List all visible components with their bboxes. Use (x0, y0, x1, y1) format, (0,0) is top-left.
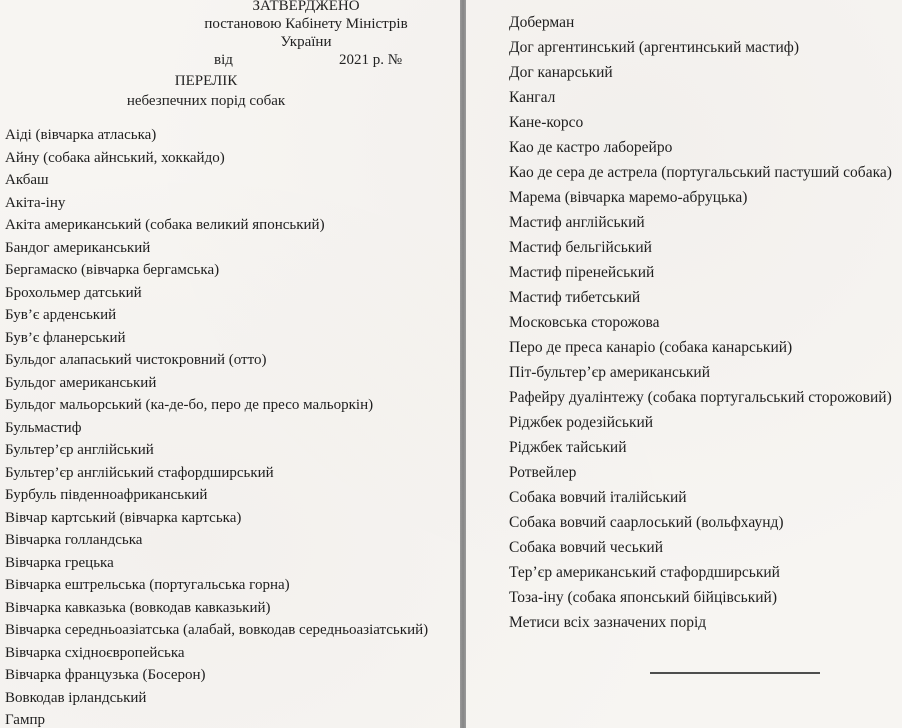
approval-date-line (180, 51, 432, 69)
breed-list-item: Вівчар картський (вівчарка картська) (5, 509, 242, 526)
breed-list-item: Бульдог американський (5, 374, 157, 391)
breed-list-item: Тер’єр американський стафордширський (509, 564, 780, 581)
approval-authority: постановою Кабінету Міністрів України (204, 16, 408, 50)
breed-list-item: Бульдог алапаський чистокровний (отто) (5, 352, 267, 368)
breed-list-item: Собака вовчий чеський (509, 539, 663, 556)
breed-list-item: Бультер’єр англійський стафордширський (5, 464, 274, 481)
signature-line (650, 672, 820, 674)
breed-list-item: Бергамаско (вівчарка бергамська) (5, 262, 220, 278)
approval-title: ЗАТВЕРДЖЕНО (252, 0, 360, 14)
breed-list-item: Као де кастро лаборейро (509, 139, 673, 156)
breed-list-item: Московська сторожова (509, 314, 660, 331)
document-subtitle: небезпечних порід собак (126, 93, 286, 109)
breed-list-item: Акіта-іну (5, 194, 66, 211)
breed-list-item: Мастиф піренейський (509, 264, 655, 281)
breed-list-item: Вівчарка грецька (5, 554, 114, 571)
breed-list-item: Гампр (5, 712, 45, 728)
breed-list-item: Рафейру дуалінтежу (собака португальський сторожовий) (509, 389, 892, 406)
breed-list-item: Піт-бультер’єр американський (509, 364, 711, 381)
breed-list-item: Бультер’єр англійський (5, 442, 154, 458)
breed-list-right (509, 10, 902, 635)
breed-list-left (5, 124, 460, 728)
breed-list-item: Вівчарка східноєвропейська (5, 644, 185, 661)
breed-list-item: Акіта американський (собака великий японський) (5, 217, 325, 233)
breed-list-item: Марема (вівчарка маремо-абруцька) (509, 189, 748, 206)
breed-list-item: Був’є фланерський (5, 329, 126, 346)
title-block (0, 71, 412, 111)
breed-list-item: Бурбуль південноафриканський (5, 487, 208, 503)
breed-list-item: Ріджбек родезійський (509, 414, 654, 431)
breed-list-item: Мастиф бельгійський (509, 239, 652, 256)
breed-list-item: Бандог американський (5, 239, 151, 256)
breed-list-item: Метиси всіх зазначених порід (509, 614, 707, 631)
breed-list-item: Вівчарка голландська (5, 532, 143, 548)
breed-list-item: Був’є арденський (5, 307, 117, 323)
breed-list-item: Перо де преса канаріо (собака канарський) (509, 339, 793, 356)
document-title: ПЕРЕЛІК (174, 73, 238, 89)
breed-list-item: Вівчарка кавказька (вовкодав кавказький) (5, 599, 271, 616)
breed-list-item: Мастиф англійський (509, 214, 645, 231)
approval-date-suffix: 2021 р. № (338, 52, 402, 68)
breed-list-item: Бульмастиф (5, 419, 82, 436)
breed-list-item: Ротвейлер (509, 464, 577, 481)
breed-list-item: Акбаш (5, 172, 49, 188)
breed-list-item: Вовкодав ірландський (5, 689, 147, 706)
breed-list-item: Дог канарський (509, 64, 613, 81)
breed-list-item: Айну (собака айнський, хоккайдо) (5, 149, 225, 166)
breed-list-item: Брохольмер датський (5, 284, 142, 301)
breed-list-item: Бульдог мальорський (ка-де-бо, перо де пресо мальоркін) (5, 397, 374, 413)
approval-block (180, 0, 432, 69)
breed-list-item: Собака вовчий саарлоський (вольфхаунд) (509, 514, 784, 531)
breed-list-item: Кангал (509, 89, 556, 106)
breed-list-item: Мастиф тибетський (509, 289, 641, 306)
breed-list-item: Собака вовчий італійський (509, 489, 687, 506)
approval-date-prefix: від (214, 52, 233, 68)
breed-list-item: Доберман (509, 14, 575, 31)
page-divider (460, 0, 466, 728)
breed-list-item: Као де сера де астрела (португальський пастуший собака) (509, 164, 892, 181)
breed-list-item: Вівчарка середньоазіатська (алабай, вовкодав середньоазіатський) (5, 622, 429, 638)
breed-list-item: Кане-корсо (509, 114, 584, 131)
breed-list-item: Ріджбек тайський (509, 439, 627, 456)
breed-list-item: Вівчарка ештрельська (португальська горна) (5, 577, 290, 593)
breed-list-item: Тоза-іну (собака японський бійцівський) (509, 589, 778, 606)
breed-list-item: Дог аргентинський (аргентинський мастиф) (509, 39, 799, 56)
breed-list-item: Вівчарка французька (Босерон) (5, 667, 206, 683)
breed-list-item: Аіді (вівчарка атласька) (5, 127, 157, 143)
